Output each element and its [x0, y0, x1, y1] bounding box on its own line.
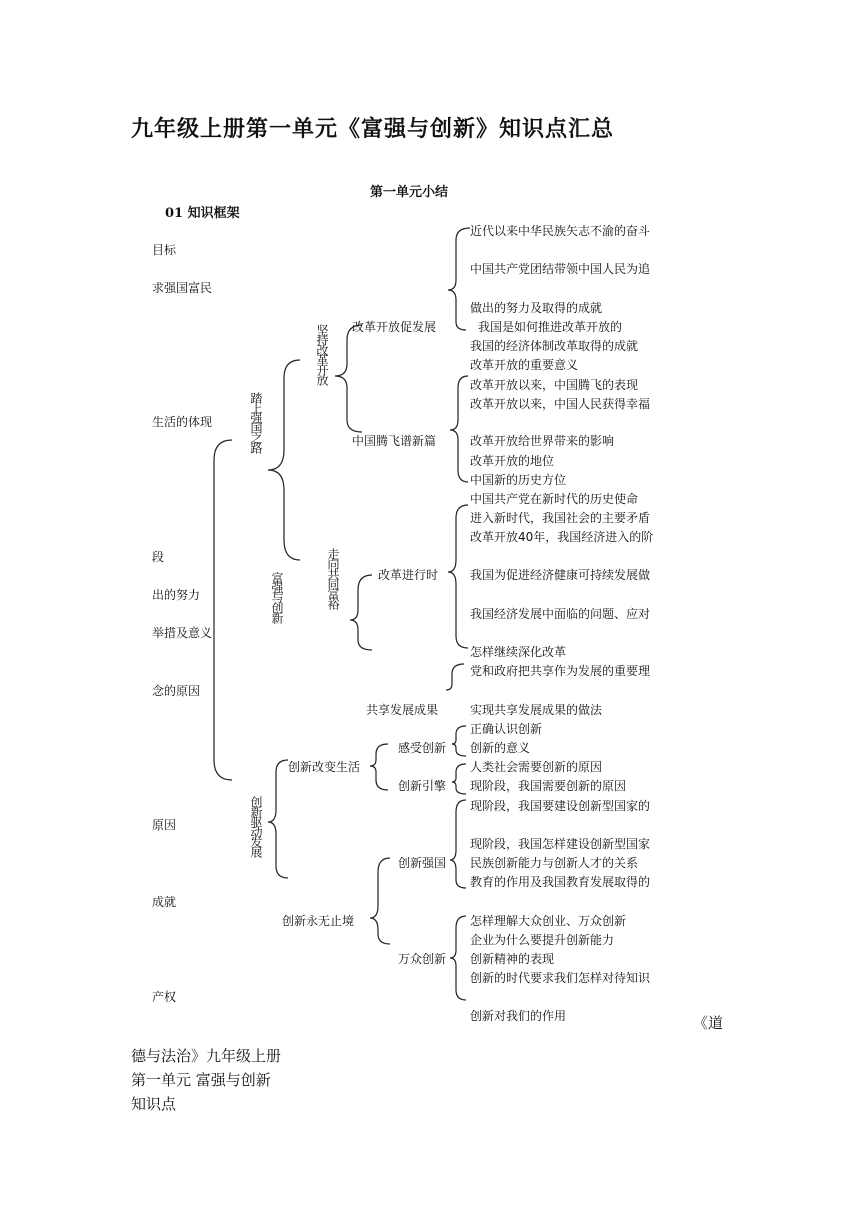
branch-label: 创新强国 [398, 856, 447, 870]
footer-text: 《道 [693, 1014, 724, 1032]
leaf-item: 改革开放40年，我国经济进入的阶 [470, 530, 654, 544]
reform-brace [335, 325, 362, 432]
left-fragment: 举措及意义 [152, 626, 213, 640]
branch-label: 改革进行时 [378, 568, 439, 582]
mindmap-subtitle: 第一单元小结 [370, 185, 449, 200]
leaf-item: 做出的努力及取得的成就 [470, 301, 603, 315]
left-fragment: 求强国富民 [152, 281, 213, 295]
branch-label: 创新永无止境 [282, 914, 355, 928]
leaf-item: 怎样理解大众创业、万众创新 [470, 914, 627, 928]
left-fragment: 出的努力 [152, 588, 201, 602]
leaf-item: 现阶段，我国怎样建设创新型国家 [470, 837, 651, 851]
leaf-item: 我国经济发展中面临的问题、应对 [470, 607, 651, 621]
main-branch-label: 踏上强国之路 [249, 392, 263, 452]
leaf-item: 改革开放以来，中国人民获得幸福 [470, 397, 651, 411]
main3-brace [268, 760, 288, 878]
left-fragment: 段 [152, 550, 165, 564]
footer-text: 知识点 [131, 1095, 177, 1113]
endless-brace [370, 858, 390, 944]
ongoing-brace [448, 505, 468, 648]
branch-label: 改革开放促发展 [352, 320, 437, 334]
leaf-item: 中国共产党团结带领中国人民为追 [470, 262, 651, 276]
leaf-item: 创新的意义 [470, 741, 531, 755]
left-fragment: 生活的体现 [152, 415, 213, 429]
branch-label: 共享发展成果 [366, 703, 439, 717]
branch-label: 万众创新 [398, 952, 447, 966]
life-brace [370, 744, 388, 790]
promote-brace [448, 228, 470, 330]
leaf-item: 党和政府把共享作为发展的重要理 [470, 664, 651, 678]
leaf-item: 我国是如何推进改革开放的 [478, 320, 623, 334]
mass-brace [450, 916, 466, 1000]
branch-label: 感受创新 [398, 741, 447, 755]
branch-label: 中国腾飞谱新篇 [352, 434, 437, 448]
footer-text: 德与法治》九年级上册 [131, 1047, 282, 1065]
leaf-item: 企业为什么要提升创新能力 [470, 933, 615, 947]
leaf-item: 近代以来中华民族矢志不渝的奋斗 [470, 224, 651, 238]
leaf-item: 中国共产党在新时代的历史使命 [470, 492, 639, 506]
share-brace [446, 664, 464, 690]
footer-text: 第一单元 富强与创新 [131, 1071, 271, 1089]
engine-brace [452, 764, 466, 794]
sub-branch-label: 走向共同富裕 [326, 548, 340, 608]
left-fragment: 原因 [152, 818, 177, 832]
left-fragment: 念的原因 [152, 684, 201, 698]
page-title: 九年级上册第一单元《富强与创新》知识点汇总 [131, 117, 615, 142]
root-label: 富强与创新 [270, 572, 284, 622]
leaf-item: 创新精神的表现 [470, 952, 555, 966]
section-label: 01 知识框架 [165, 206, 240, 221]
leaf-item: 改革开放的地位 [470, 454, 555, 468]
left-fragment: 成就 [152, 895, 177, 909]
branch-label: 创新改变生活 [288, 760, 361, 774]
main-branch-label: 创新驱动发展 [249, 796, 263, 856]
leaf-item: 中国新的历史方位 [470, 473, 567, 487]
leaf-item: 我国为促进经济健康可持续发展做 [470, 568, 651, 582]
leaf-item: 现阶段，我国需要创新的原因 [470, 779, 627, 793]
leaf-item: 怎样继续深化改革 [470, 645, 567, 659]
feel-brace [452, 726, 466, 756]
leaf-item: 改革开放的重要意义 [470, 358, 579, 372]
soar-brace [450, 376, 468, 482]
root-brace [214, 440, 232, 780]
leaf-item: 改革开放给世界带来的影响 [470, 434, 615, 448]
leaf-item: 实现共享发展成果的做法 [470, 703, 603, 717]
common-wealth-brace [350, 575, 372, 650]
leaf-item: 创新的时代要求我们怎样对待知识 [470, 971, 651, 985]
leaf-item: 改革开放以来，中国腾飞的表现 [470, 378, 639, 392]
branch-label: 创新引擎 [398, 779, 447, 793]
leaf-item: 创新对我们的作用 [470, 1009, 567, 1023]
leaf-item: 现阶段，我国要建设创新型国家的 [470, 799, 651, 813]
leaf-item: 民族创新能力与创新人才的关系 [470, 856, 639, 870]
leaf-item: 我国的经济体制改革取得的成就 [470, 339, 639, 353]
leaf-item: 教育的作用及我国教育发展取得的 [470, 875, 651, 889]
leaf-item: 进入新时代，我国社会的主要矛盾 [470, 511, 651, 525]
leaf-item: 人类社会需要创新的原因 [470, 760, 603, 774]
main1-brace [268, 360, 300, 560]
leaf-item: 正确认识创新 [470, 722, 543, 736]
strong-brace [450, 800, 466, 888]
left-fragment: 目标 [152, 243, 177, 257]
left-fragment: 产权 [152, 990, 177, 1004]
sub-branch-label: 坚持改革开放 [315, 324, 329, 384]
